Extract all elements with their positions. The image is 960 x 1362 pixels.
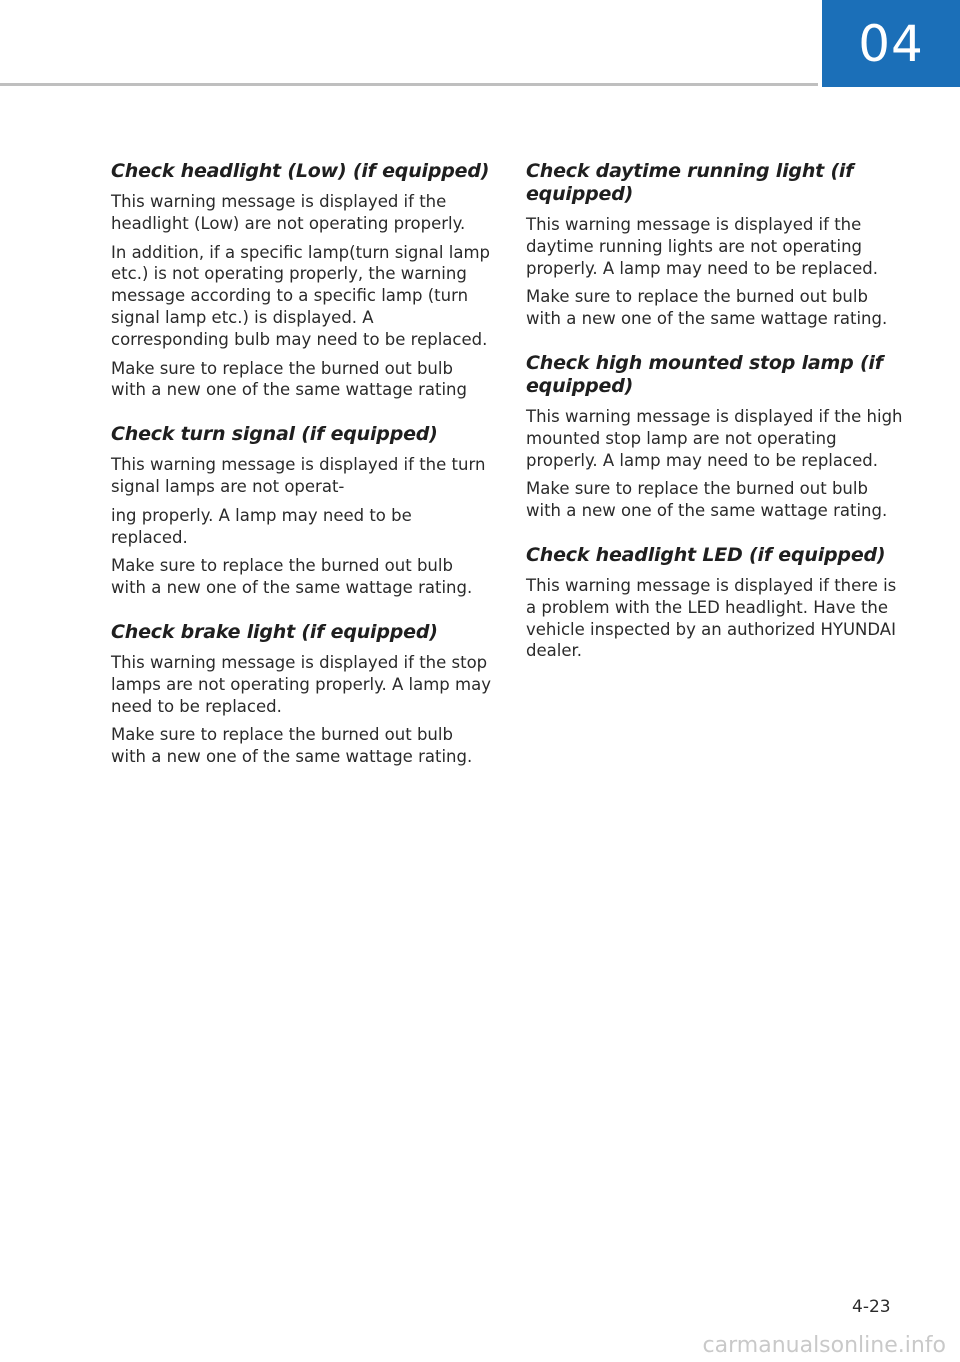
- paragraph: This warning message is displayed if the turn signal lamps are not operat-: [111, 455, 486, 496]
- section-headlight-led: [526, 544, 906, 662]
- section-brake-light: [111, 621, 491, 768]
- paragraph: Make sure to replace the burned out bulb with a new one of the same wattage rating.: [111, 725, 473, 767]
- watermark-text[interactable]: carmanualsonline.info: [702, 1333, 946, 1358]
- paragraph: This warning message is displayed if the high mounted stop lamp are not operating properly. A lamp may need to be replaced.: [526, 406, 903, 470]
- section-high-mounted-stop-lamp: [526, 352, 906, 522]
- page-number: 4-23: [852, 1297, 891, 1317]
- paragraph: Make sure to replace the burned out bulb with a new one of the same wattage rating.: [526, 479, 888, 521]
- section-heading: Check headlight LED (if equipped): [526, 543, 886, 566]
- header-rule: [0, 83, 818, 86]
- paragraph: ing properly. A lamp may need to be replaced.: [111, 505, 412, 547]
- section-heading: Check brake light (if equipped): [111, 620, 438, 643]
- chapter-tab: [822, 0, 960, 87]
- section-turn-signal: [111, 423, 491, 599]
- chapter-number: 04: [858, 14, 924, 73]
- section-headlight-low: [111, 160, 491, 401]
- paragraph: In addition, if a specific lamp(turn signal lamp etc.) is not operating properly, the warning message according to a specific lamp (turn signal lamp etc.) is displayed. A corresponding bulb may need to be replaced.: [111, 242, 490, 349]
- section-heading: Check headlight (Low) (if equipped): [111, 160, 490, 182]
- paragraph: This warning message is displayed if there is a problem with the LED headlight. Have the vehicle inspected by an authorized HYUNDAI dealer.: [526, 575, 897, 661]
- section-heading: Check high mounted stop lamp (if equipped): [526, 351, 883, 397]
- right-column: [526, 160, 906, 684]
- section-heading: Check turn signal (if equipped): [111, 423, 438, 446]
- paragraph: This warning message is displayed if the stop lamps are not operating properly. A lamp may need to be replaced.: [111, 652, 491, 716]
- paragraph: Make sure to replace the burned out bulb with a new one of the same wattage rating.: [111, 556, 473, 598]
- left-column: [111, 160, 491, 790]
- section-heading: Check daytime running light (if equipped): [526, 160, 854, 205]
- paragraph: Make sure to replace the burned out bulb with a new one of the same wattage rating.: [526, 287, 888, 329]
- section-daytime-running-light: [526, 160, 906, 330]
- paragraph: This warning message is displayed if the headlight (Low) are not operating properly.: [111, 192, 466, 233]
- paragraph: Make sure to replace the burned out bulb with a new one of the same wattage rating: [111, 358, 467, 400]
- paragraph: This warning message is displayed if the daytime running lights are not operating properly. A lamp may need to be replaced.: [526, 215, 878, 278]
